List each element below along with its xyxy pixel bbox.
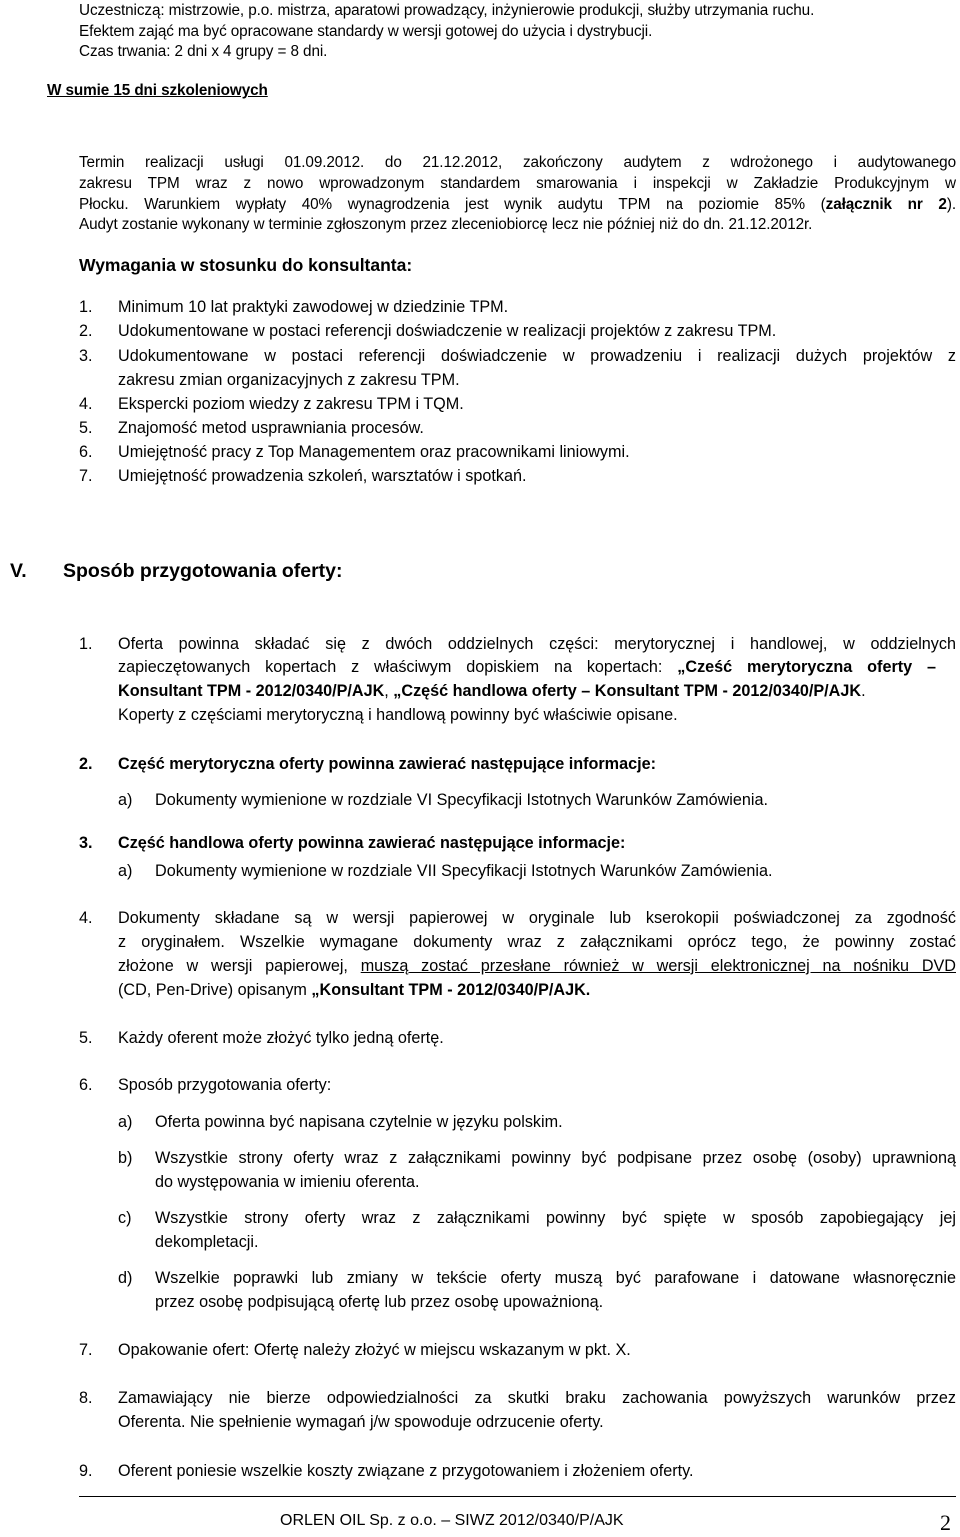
termin-line-3-text: Płocku. Warunkiem wypłaty 40% wynagrodzenia jest wynik audytu TPM na poziomie 85% ( (79, 196, 826, 213)
req-text-1: Minimum 10 lat praktyki zawodowej w dziedzinie TPM. (118, 298, 509, 316)
footer-company: ORLEN OIL Sp. z o.o. – SIWZ 2012/0340/P/AJK (280, 1512, 624, 1529)
req-num-1: 1. (79, 298, 93, 316)
req-text-3-cont: zakresu zmian organizacyjnych z zakresu TPM. (118, 371, 460, 389)
requirements-heading: Wymagania w stosunku do konsultanta: (79, 255, 413, 275)
req-text-5: Znajomość metod usprawniania procesów. (118, 419, 424, 437)
p9-num: 9. (79, 1462, 93, 1480)
req-num-4: 4. (79, 395, 93, 413)
p4-line-4-text: (CD, Pen-Drive) opisanym (118, 981, 312, 999)
p6-c-label: c) (118, 1209, 132, 1227)
req-text-4: Ekspercki poziom wiedzy z zakresu TPM i TQM. (118, 395, 464, 413)
p4-line-2: z oryginałem. Wszelkie wymagane dokumenty wraz z załącznikami oprócz tego, że powinny zostać (118, 933, 956, 951)
footer-divider (79, 1496, 956, 1497)
intro-line-3: Czas trwania: 2 dni x 4 grupy = 8 dni. (79, 43, 328, 60)
p8-line-2: Oferenta. Nie spełnienie wymagań j/w spowoduje odrzucenie oferty. (118, 1413, 604, 1431)
p6-c-line-2: dekompletacji. (155, 1233, 259, 1251)
req-num-3: 3. (79, 347, 93, 365)
p1-line-3 (118, 682, 866, 701)
p6-a-text: Oferta powinna być napisana czytelnie w języku polskim. (155, 1113, 563, 1131)
termin-line-1: Termin realizacji usługi 01.09.2012. do 21.12.2012, zakończony audytem z wdrożonego i audytowanego (79, 154, 956, 171)
termin-line-2: zakresu TPM wraz z nowo wprowadzonym standardem smarowania i inspekcji w Zakładzie Produkcyjnym w (79, 175, 956, 192)
p6-b-label: b) (118, 1149, 133, 1167)
p1-sep: , (384, 682, 394, 700)
section-title: Sposób przygotowania oferty: (63, 560, 343, 582)
p6-c-line-1: Wszystkie strony oferty wraz z załącznikami powinny być spięte w sposób zapobiegający jej (155, 1209, 956, 1227)
req-num-6: 6. (79, 443, 93, 461)
p3-a-text: Dokumenty wymienione w rozdziale VII Specyfikacji Istotnych Warunków Zamówienia. (155, 862, 773, 880)
req-text-7: Umiejętność prowadzenia szkoleń, warsztatów i spotkań. (118, 467, 527, 485)
req-text-2: Udokumentowane w postaci referencji doświadczenie w realizacji projektów z zakresu TPM. (118, 322, 777, 340)
p3-title: Część handlowa oferty powinna zawierać następujące informacje: (118, 834, 626, 852)
p5-text: Każdy oferent może złożyć tylko jedną ofertę. (118, 1029, 444, 1047)
p4-line-1: Dokumenty składane są w wersji papierowej w oryginale lub kserokopii poświadczonej za zgodność (118, 909, 956, 927)
p4-line-3 (118, 957, 956, 976)
p3-a-label: a) (118, 862, 133, 880)
req-num-7: 7. (79, 467, 93, 485)
p1-num: 1. (79, 635, 93, 653)
p1-line-4: Koperty z częściami merytoryczną i handlową powinny być właściwie opisane. (118, 706, 678, 724)
p7-num: 7. (79, 1341, 93, 1359)
p6-d-line-2: przez osobę podpisującą ofertę lub przez osobę upoważnioną. (155, 1293, 604, 1311)
p4-line-4 (118, 981, 590, 1000)
p1-period: . (861, 682, 866, 700)
p6-a-label: a) (118, 1113, 133, 1131)
envelope-label-commercial: „Część handlowa oferty – Konsultant TPM - 2012/0340/P/AJK (393, 682, 862, 700)
termin-line-4: Audyt zostanie wykonany w terminie zgłoszonym przez zleceniobiorcę lecz nie później niż do dn. 21.12.2012r. (79, 216, 813, 233)
envelope-label-merit-cont: Konsultant TPM - 2012/0340/P/AJK (118, 682, 385, 700)
electronic-copy-requirement: muszą zostać przesłane również w wersji elektronicznej na nośniku DVD (360, 957, 956, 975)
p6-num: 6. (79, 1076, 93, 1094)
p1-line-2 (118, 658, 936, 677)
sum-heading: W sumie 15 dni szkoleniowych (47, 82, 268, 99)
req-text-6: Umiejętność pracy z Top Managementem oraz pracownikami liniowymi. (118, 443, 630, 461)
p6-b-line-2: do występowania w imieniu oferenta. (155, 1173, 420, 1191)
section-number: V. (10, 560, 27, 582)
page-number: 2 (940, 1510, 951, 1535)
media-label: „Konsultant TPM - 2012/0340/P/AJK (311, 981, 586, 999)
intro-line-2: Efektem zająć ma być opracowane standardy w wersji gotowej do użycia i dystrybucji. (79, 23, 653, 40)
termin-line-3 (79, 196, 956, 214)
p8-num: 8. (79, 1389, 93, 1407)
req-num-5: 5. (79, 419, 93, 437)
p6-b-line-1: Wszystkie strony oferty wraz z załącznikami powinny być podpisane przez osobę (osoby) uprawnioną (155, 1149, 956, 1167)
p4-period: . (585, 981, 591, 999)
p7-text: Opakowanie ofert: Ofertę należy złożyć w miejscu wskazanym w pkt. X. (118, 1341, 631, 1359)
p2-title: Część merytoryczna oferty powinna zawierać następujące informacje: (118, 755, 656, 773)
p1-line-1: Oferta powinna składać się z dwóch oddzielnych części: merytorycznej i handlowej, w oddzielnych (118, 635, 956, 653)
p8-line-1: Zamawiający nie bierze odpowiedzialności za skutki braku zachowania powyższych warunków przez (118, 1389, 956, 1407)
p4-num: 4. (79, 909, 93, 927)
p6-title: Sposób przygotowania oferty: (118, 1076, 332, 1094)
attachment-ref: załącznik nr 2 (825, 196, 947, 213)
p9-text: Oferent poniesie wszelkie koszty związane z przygotowaniem i złożeniem oferty. (118, 1462, 694, 1480)
p1-line-2-text: zapieczętowanych kopertach z właściwym dopiskiem na kopertach: (118, 658, 678, 676)
p2-num: 2. (79, 755, 93, 773)
intro-line-1: Uczestniczą: mistrzowie, p.o. mistrza, aparatowi prowadzący, inżynierowie produkcji, służby utrzymania ruchu. (79, 2, 815, 19)
p5-num: 5. (79, 1029, 93, 1047)
p6-d-line-1: Wszelkie poprawki lub zmiany w tekście oferty muszą być parafowane i datowane własnoręcznie (155, 1269, 956, 1287)
req-text-3: Udokumentowane w postaci referencji doświadczenie w prowadzeniu i realizacji dużych projektów z (118, 347, 956, 365)
req-num-2: 2. (79, 322, 93, 340)
p2-a-label: a) (118, 791, 133, 809)
p2-a-text: Dokumenty wymienione w rozdziale VI Specyfikacji Istotnych Warunków Zamówienia. (155, 791, 768, 809)
termin-line-3-end: ). (946, 196, 956, 213)
envelope-label-merit: „Cześć merytoryczna oferty – (677, 658, 937, 676)
p4-line-3-text: złożone w wersji papierowej, (118, 957, 361, 975)
p6-d-label: d) (118, 1269, 133, 1287)
p3-num: 3. (79, 834, 93, 852)
